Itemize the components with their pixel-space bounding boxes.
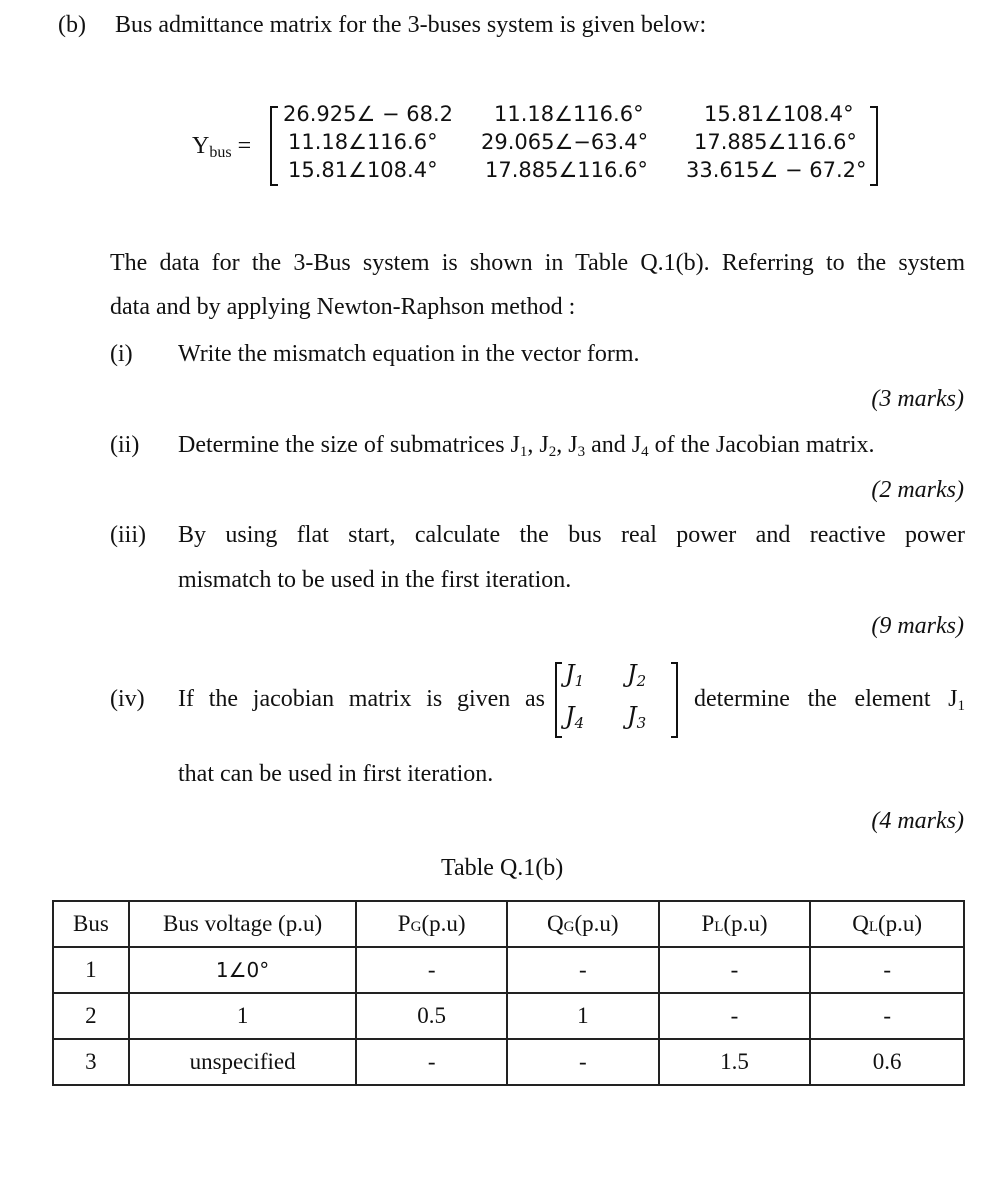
table-row — [53, 947, 964, 993]
cell-bus: 3 — [53, 1039, 129, 1085]
cell-qg: 1 — [507, 993, 659, 1039]
ybus-cell-2-3: 17.885∠116.6° — [694, 130, 857, 154]
cell-qg: - — [507, 947, 659, 993]
header-qg: QG(p.u) — [507, 901, 659, 947]
ybus-cell-1-2: 11.18∠116.6° — [494, 102, 644, 126]
question-iii-line-2: mismatch to be used in the first iteration. — [178, 567, 572, 593]
ybus-cell-3-3: 33.615∠ − 67.2° — [686, 158, 867, 182]
cell-ql: - — [810, 947, 964, 993]
cell-ql: 0.6 — [810, 1039, 964, 1085]
header-pl: PL(p.u) — [659, 901, 811, 947]
header-bus: Bus — [53, 901, 129, 947]
jacobian-j4: $J_4$ — [565, 702, 585, 732]
cell-ql: - — [810, 993, 964, 1039]
question-iii-number: (iii) — [110, 522, 146, 548]
question-iv-text-a: If the jacobian matrix is given as — [178, 686, 545, 712]
ybus-symbol: $Y_{bus}$ = — [192, 133, 252, 161]
ybus-cell-1-3: 15.81∠108.4° — [704, 102, 854, 126]
jacobian-j3: $J_3$ — [627, 702, 647, 732]
question-iv-text-b: determine the element $J_1$ — [694, 686, 965, 714]
question-iii-line-1: By using flat start, calculate the bus real power and reactive power — [178, 522, 965, 548]
ybus-cell-3-1: 15.81∠108.4° — [288, 158, 438, 182]
jacobian-j2: $J_2$ — [627, 660, 647, 690]
question-iv-marks: (4 marks) — [871, 808, 964, 834]
part-heading: Bus admittance matrix for the 3-buses system is given below: — [115, 12, 707, 38]
question-iv-number: (iv) — [110, 686, 145, 712]
cell-qg: - — [507, 1039, 659, 1085]
cell-pg: 0.5 — [356, 993, 507, 1039]
cell-bus: 2 — [53, 993, 129, 1039]
ybus-cell-3-2: 17.885∠116.6° — [485, 158, 648, 182]
ybus-cell-1-1: 26.925∠ − 68.2 — [283, 102, 454, 126]
header-voltage: Bus voltage (p.u) — [129, 901, 357, 947]
cell-bus: 1 — [53, 947, 129, 993]
question-ii-text: Determine the size of submatrices $J_1$, $J_2$, $J_3$ and $J_4$ of the Jacobian matrix. — [178, 432, 875, 460]
question-ii-number: (ii) — [110, 432, 140, 458]
ybus-cell-2-2: 29.065∠−63.4° — [481, 130, 649, 154]
cell-pg: - — [356, 1039, 507, 1085]
table-row — [53, 1039, 964, 1085]
cell-pg: - — [356, 947, 507, 993]
cell-voltage: unspecified — [129, 1039, 357, 1085]
ybus-cell-2-1: 11.18∠116.6° — [288, 130, 438, 154]
cell-pl: - — [659, 993, 811, 1039]
cell-voltage: 1∠0° — [129, 947, 357, 993]
table-caption: Table Q.1(b) — [441, 855, 564, 881]
question-iv-line-2: that can be used in first iteration. — [178, 761, 494, 787]
part-label: (b) — [58, 12, 86, 38]
question-i-number: (i) — [110, 341, 133, 367]
header-pg: PG(p.u) — [356, 901, 507, 947]
cell-voltage: 1 — [129, 993, 357, 1039]
cell-pl: - — [659, 947, 811, 993]
header-ql: QL(p.u) — [810, 901, 964, 947]
table-header-row — [53, 901, 964, 947]
question-i-marks: (3 marks) — [871, 386, 964, 412]
system-data-table — [52, 900, 965, 1086]
table-row — [53, 993, 964, 1039]
intro-line-2: data and by applying Newton-Raphson method : — [110, 294, 576, 320]
question-iii-marks: (9 marks) — [871, 613, 964, 639]
cell-pl: 1.5 — [659, 1039, 811, 1085]
question-i-text: Write the mismatch equation in the vector form. — [178, 341, 640, 367]
intro-line-1: The data for the 3-Bus system is shown in Table Q.1(b). Referring to the system — [110, 250, 965, 276]
question-ii-marks: (2 marks) — [871, 477, 964, 503]
jacobian-j1: $J_1$ — [565, 660, 585, 690]
